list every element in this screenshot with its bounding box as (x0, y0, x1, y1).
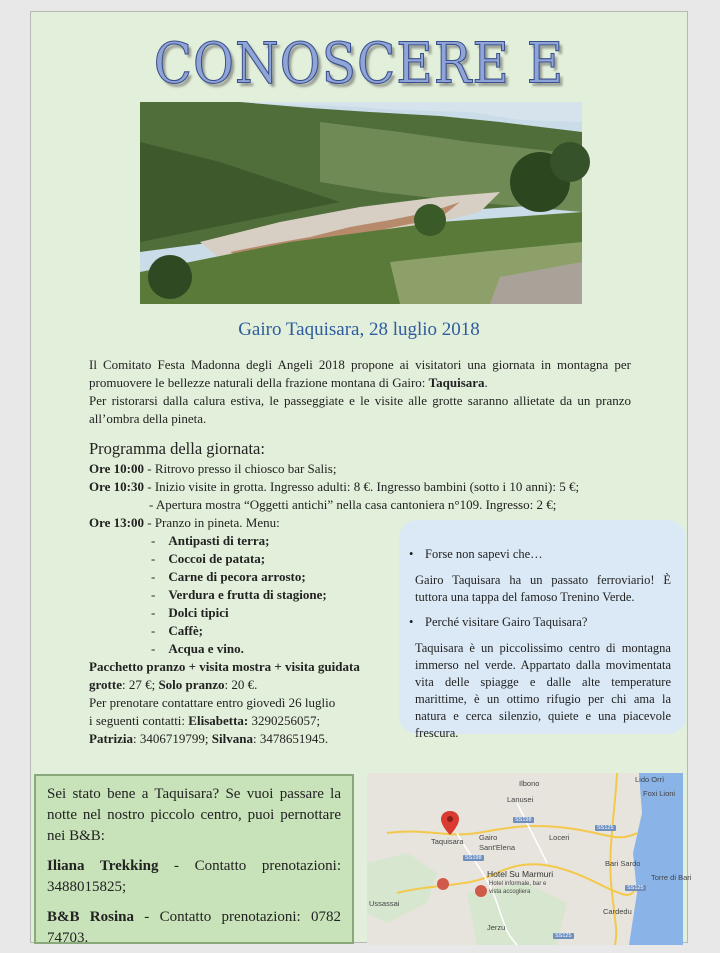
map-label: Bari Sardo (605, 859, 641, 868)
bnb-name-2: B&B Rosina (47, 909, 134, 925)
map-label: Cardedu (603, 907, 632, 916)
contact-name-elisabetta: Elisabetta: (188, 713, 249, 728)
intro-p1c: . (484, 375, 488, 390)
event-date-heading: Gairo Taquisara, 28 luglio 2018 (238, 319, 480, 340)
desc-3: - Pranzo in pineta. Menu: (144, 515, 280, 530)
intro-p1a: Il Comitato Festa Madonna degli Angeli 2018 propone ai visitatori una giornata in montagna per promuovere le bellezze naturali della frazione montana di Gairo: (89, 357, 631, 390)
time-2: Ore 10:30 (89, 479, 144, 494)
desc-1: - Ritrovo presso il chiosco bar Salis; (144, 461, 337, 476)
map-label: Foxi Lioni (643, 789, 676, 798)
lunch-price: : 20 €. (224, 677, 258, 692)
map-label: Lanusei (507, 795, 534, 804)
menu-item: - Acqua e vino. (151, 641, 244, 656)
bnb-intro: Sei stato bene a Taquisara? Se vuoi passare la notte nel nostro piccolo centro, puoi pernottare nei B&B: (47, 786, 341, 844)
menu-item-label: Carne di pecora arrosto; (168, 569, 306, 584)
bnb-box (34, 774, 354, 944)
landscape-photo (140, 102, 582, 304)
bnb-name-1: Iliana Trekking (47, 858, 159, 874)
package-line-2 (89, 676, 257, 694)
contact-phone-patrizia: : 3406719799; (133, 731, 212, 746)
menu-item: - Antipasti di terra; (151, 533, 270, 548)
booking-line-1: Per prenotare contattare entro giovedì 26 luglio (89, 695, 336, 710)
menu-item-label: Antipasti di terra; (168, 533, 270, 548)
intro-p2: Per ristorarsi dalla calura estiva, le passeggiate e le visite alle grotte saranno allietate da un pranzo all’ombra della pineta. (89, 393, 631, 426)
map-label: Gairo Sant'Elena (479, 833, 516, 852)
schedule-line-3 (89, 514, 280, 532)
intro-text (89, 356, 631, 428)
map-label: Hotel informale, bar e vista accogliera (489, 881, 547, 895)
flyer-page (30, 11, 692, 946)
menu-item: - Dolci tipici (151, 605, 229, 620)
schedule-line-2 (89, 478, 579, 496)
booking-line-2 (89, 712, 320, 730)
contact-phone-elisabetta: 3290256057; (248, 713, 321, 728)
map-label: Loceri (549, 833, 570, 842)
package-text: Pacchetto pranzo + visita mostra + visita guidata (89, 659, 360, 674)
package-line-1 (89, 658, 360, 676)
package-price: : 27 €; (121, 677, 159, 692)
bnb-contact-1: - Contatto prenotazioni: 3488015825; (47, 858, 341, 895)
map-label: Lido Orrì (635, 775, 665, 784)
contact-name-patrizia: Patrizia (89, 731, 134, 746)
package-grotte: grotte (89, 677, 122, 692)
menu-item: - Verdura e frutta di stagione; (151, 587, 327, 602)
map-label: Ussassai (369, 899, 400, 908)
map-label: Torre di Bari (651, 873, 692, 882)
road-sign: SS125 (555, 933, 572, 939)
road-sign: SS125 (597, 825, 614, 831)
map-label: Jerzu (487, 923, 506, 932)
info-question-2: • Perché visitare Gairo Taquisara? (425, 614, 587, 631)
menu-item-label: Coccoi de patata; (168, 551, 266, 566)
menu-item-label: Caffè; (168, 623, 203, 638)
road-sign: SS125 (627, 885, 644, 891)
booking-line-3 (89, 730, 328, 748)
time-3: Ore 13:00 (89, 515, 144, 530)
menu-item: - Carne di pecora arrosto; (151, 569, 306, 584)
bnb-entry-2 (47, 907, 341, 949)
booking-intro: i seguenti contatti: (89, 713, 189, 728)
bnb-entry-1 (47, 856, 341, 898)
road-sign: SS198 (515, 817, 532, 823)
schedule-line-1 (89, 460, 336, 478)
flyer-title: CONOSCERE E (153, 31, 565, 96)
time-1: Ore 10:00 (89, 461, 144, 476)
lunch-only: Solo pranzo (158, 677, 225, 692)
map-label: Ilbono (519, 779, 540, 788)
menu-item-label: Dolci tipici (168, 605, 229, 620)
menu-item: - Coccoi de patata; (151, 551, 266, 566)
schedule-line-2b: - Apertura mostra “Oggetti antichi” nella casa cantoniera n°109. Ingresso: 2 €; (149, 497, 557, 512)
contact-name-silvana: Silvana (211, 731, 253, 746)
did-you-know-box (399, 520, 686, 740)
info-question-1: • Forse non sapevi che… (425, 546, 543, 563)
menu-item: - Caffè; (151, 623, 203, 638)
info-answer-1: Gairo Taquisara ha un passato ferroviario! È tuttora una tappa del famoso Trenino Verde. (415, 573, 671, 604)
map-label: Hotel Su Marmuri (487, 869, 554, 879)
info-answer-2: Taquisara è un piccolissimo centro di montagna immerso nel verde. Appartato dalla movimentata vita delle spiagge e dalle alte temperature marittime, è un ottimo rifugio per chi ama la natura e cerca silenzio, quiete e una piacevole frescura. (415, 641, 671, 740)
programme-heading: Programma della giornata: (89, 439, 265, 458)
contact-phone-silvana: : 3478651945. (252, 731, 329, 746)
menu-item-label: Acqua e vino. (168, 641, 244, 656)
area-map[interactable] (367, 773, 692, 945)
road-sign: SS198 (465, 855, 482, 861)
map-label: Taquisara (431, 837, 464, 846)
menu-item-label: Verdura e frutta di stagione; (168, 587, 327, 602)
intro-p1b: Taquisara (428, 375, 485, 390)
desc-2: - Inizio visite in grotta. Ingresso adulti: 8 €. Ingresso bambini (sotto i 10 anni): 5 €; (144, 479, 580, 494)
bnb-contact-2: - Contatto prenotazioni: 0782 74703. (47, 909, 341, 946)
